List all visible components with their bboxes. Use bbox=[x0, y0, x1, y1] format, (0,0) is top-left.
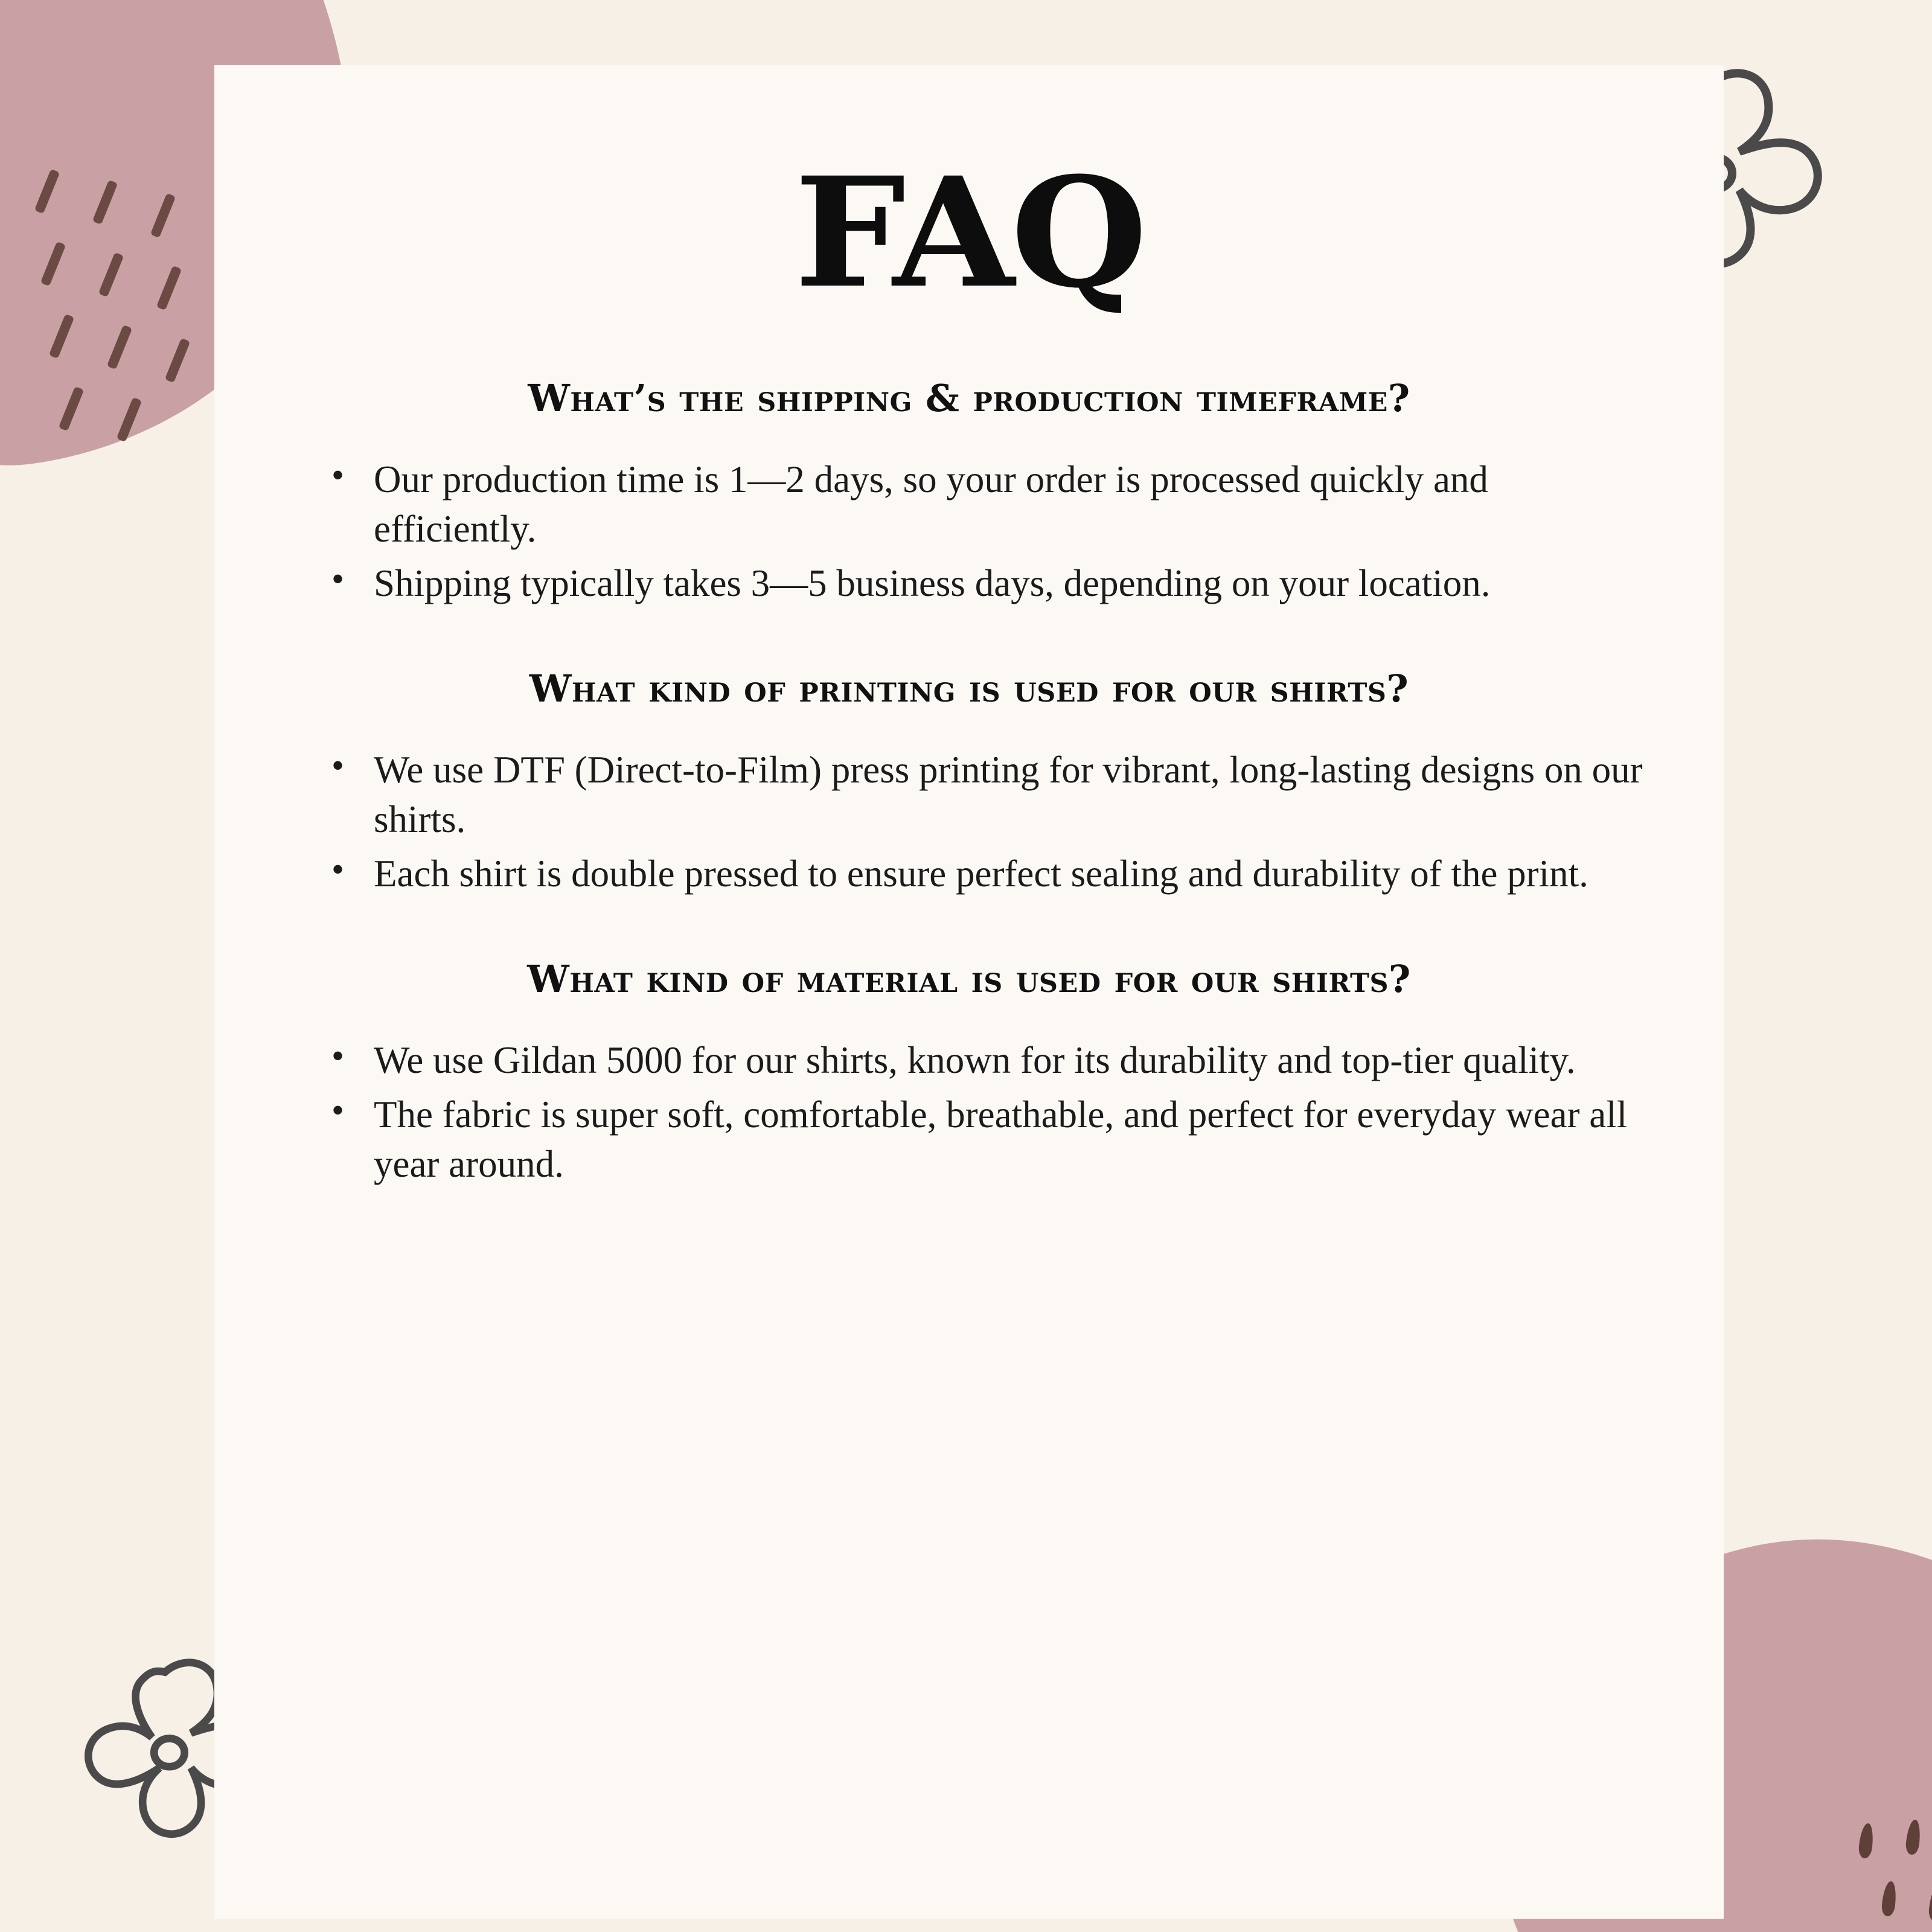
faq-answers-printing bbox=[293, 746, 1645, 899]
list-item: • Shipping typically takes 3—5 business days, depending on your location. bbox=[322, 559, 1645, 609]
faq-block-printing bbox=[293, 667, 1645, 899]
faq-card bbox=[214, 65, 1724, 1919]
faq-question-printing: What kind of printing is used for our shirts? bbox=[529, 666, 1409, 711]
faq-answers-shipping bbox=[293, 455, 1645, 609]
faq-question-shipping: What’s the shipping & production timeframe? bbox=[528, 376, 1410, 420]
page-title: FAQ bbox=[794, 144, 1144, 321]
faq-question-material: What kind of material is used for our shirts? bbox=[527, 956, 1411, 1001]
list-item: • The fabric is super soft, comfortable, breathable, and perfect for everyday wear all year around. bbox=[322, 1090, 1645, 1189]
list-item: • We use Gildan 5000 for our shirts, known for its durability and top-tier quality. bbox=[322, 1036, 1645, 1086]
faq-answers-material bbox=[293, 1036, 1645, 1189]
list-item: • We use DTF (Direct-to-Film) press printing for vibrant, long-lasting designs on our shirts. bbox=[322, 746, 1645, 845]
faq-card-content bbox=[214, 65, 1724, 1189]
faq-block-material bbox=[293, 957, 1645, 1189]
list-item: • Our production time is 1—2 days, so your order is processed quickly and efficiently. bbox=[322, 455, 1645, 554]
list-item: • Each shirt is double pressed to ensure perfect sealing and durability of the print. bbox=[322, 849, 1645, 899]
faq-block-shipping bbox=[293, 376, 1645, 609]
